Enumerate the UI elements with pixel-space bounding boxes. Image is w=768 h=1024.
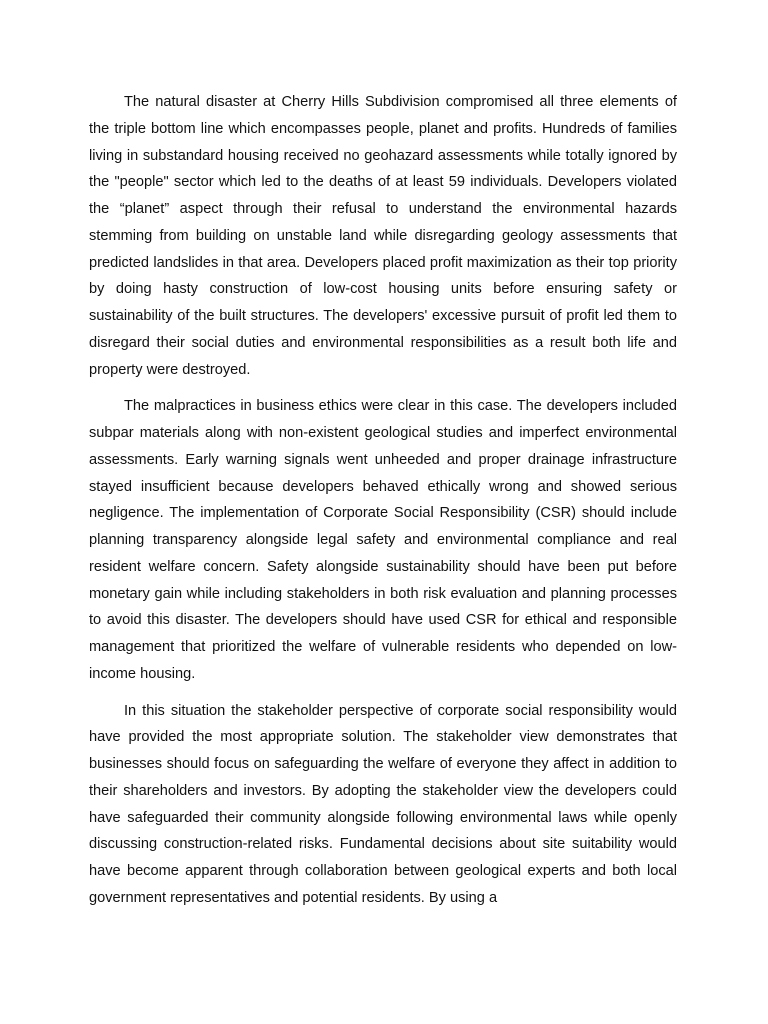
paragraph-triple-bottom-line: The natural disaster at Cherry Hills Subdivision compromised all three elements of the triple bottom line which encompasses people, planet and profits. Hundreds of families living in substandard housing received no geohazard assessments while totally ignored by the "people" sector which led to the deaths of at least 59 individuals. Developers violated the “planet” aspect through their refusal to understand the environmental hazards stemming from building on unstable land while disregarding geology assessments that predicted landslides in that area. Developers placed profit maximization as their top priority by doing hasty construction of low-cost housing units before ensuring safety or sustainability of the built structures. The developers' excessive pursuit of profit led them to disregard their social duties and environmental responsibilities as a result both life and property were destroyed.	[89, 94, 677, 378]
paragraph-stakeholder-view: In this situation the stakeholder perspective of corporate social responsibility would have provided the most appropriate solution. The stakeholder view demonstrates that businesses should focus on safeguarding the welfare of everyone they affect in addition to their shareholders and investors. By adopting the stakeholder view the developers could have safeguarded their community alongside following environmental laws while openly discussing construction-related risks. Fundamental decisions about site suitability would have become apparent through collaboration between geological experts and both local government representatives and potential residents. By using a	[89, 702, 677, 906]
paragraph-business-ethics: The malpractices in business ethics were clear in this case. The developers included subpar materials along with non-existent geological studies and imperfect environmental assessments. Early warning signals went unheeded and proper drainage infrastructure stayed insufficient because developers behaved ethically wrong and showed serious negligence. The implementation of Corporate Social Responsibility (CSR) should include planning transparency alongside legal safety and environmental compliance and real resident welfare concern. Safety alongside sustainability should have been put before monetary gain while including stakeholders in both risk evaluation and planning processes to avoid this disaster. The developers should have used CSR for ethical and responsible management that prioritized the welfare of vulnerable residents who depended on low-income housing.	[89, 398, 677, 682]
document-body	[89, 89, 677, 922]
